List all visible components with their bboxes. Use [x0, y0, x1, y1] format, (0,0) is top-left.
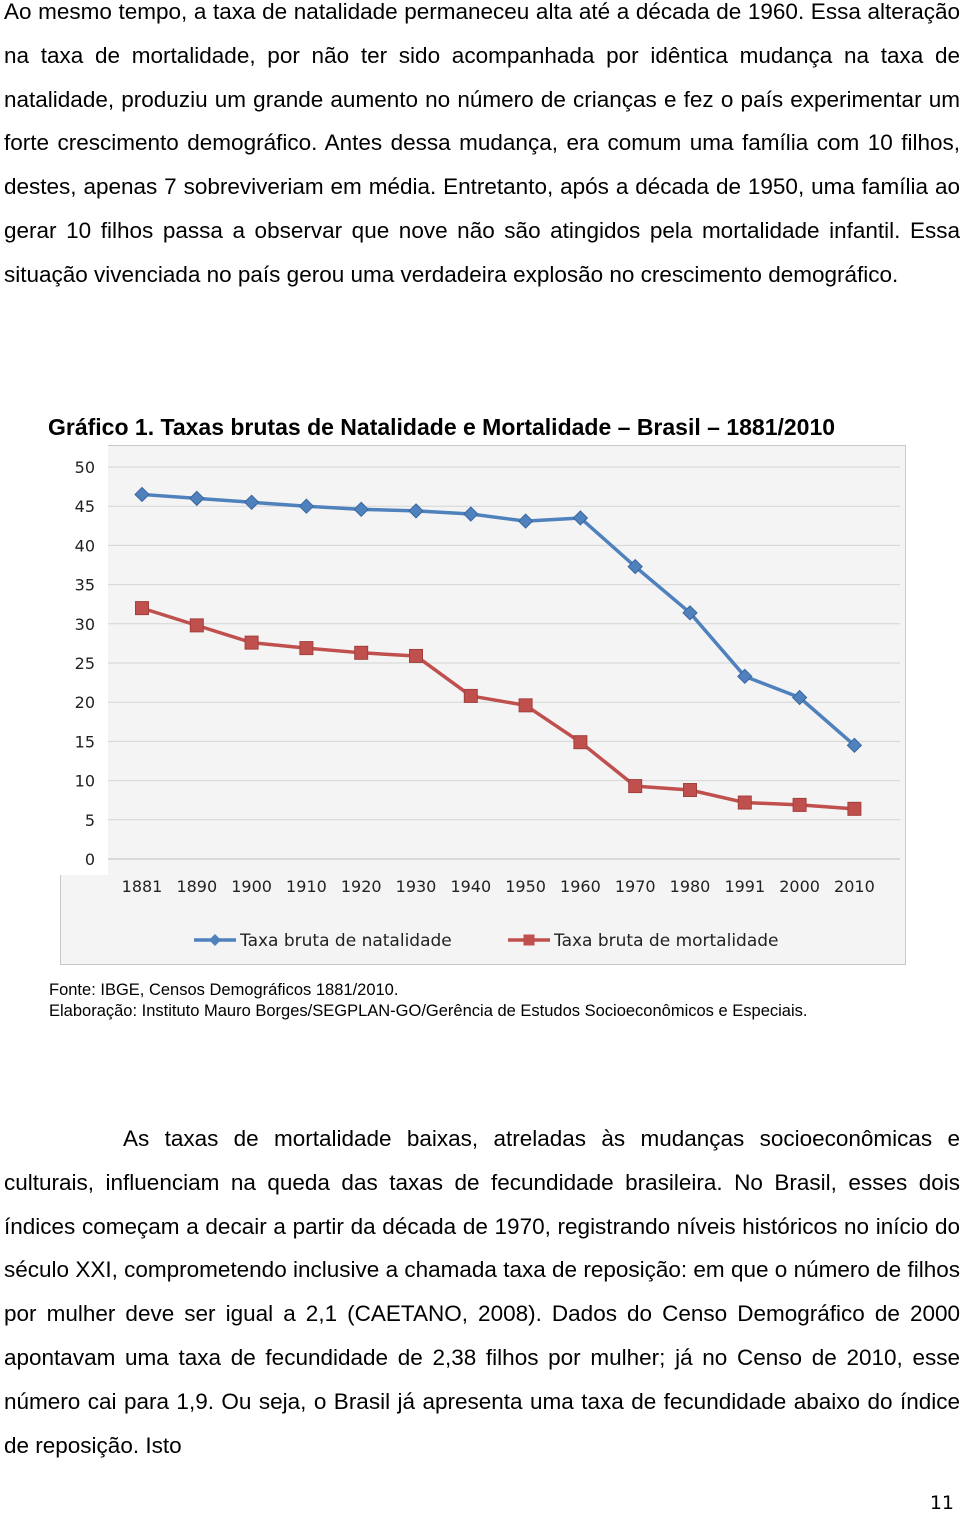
- credit-line: Elaboração: Instituto Mauro Borges/SEGPLAN-GO/Gerência de Estudos Socioeconômicos e Especiais.: [49, 1002, 808, 1020]
- y-tick-label: 5: [84, 810, 95, 830]
- x-tick-label: 1960: [560, 877, 601, 896]
- data-point-mortalidade: [793, 798, 806, 811]
- y-tick-label: 35: [74, 575, 95, 595]
- x-tick-label: 1890: [176, 877, 218, 896]
- x-tick-label: 1980: [669, 877, 711, 896]
- y-tick-label: 25: [74, 654, 95, 673]
- x-tick-label: 1910: [286, 877, 327, 896]
- x-tick-label: 1950: [505, 877, 546, 896]
- x-tick-label: 1970: [614, 877, 656, 896]
- data-point-mortalidade: [629, 780, 642, 793]
- chart-container: [60, 445, 906, 965]
- y-tick-label: 50: [74, 458, 95, 477]
- page-number: 11: [929, 1492, 954, 1514]
- y-tick-label: 30: [74, 614, 95, 634]
- data-point-mortalidade: [684, 784, 697, 797]
- data-point-mortalidade: [519, 699, 532, 712]
- x-tick-label: 1940: [450, 877, 492, 896]
- y-tick-label: 40: [74, 536, 95, 556]
- x-tick-label: 1930: [395, 877, 437, 896]
- data-point-mortalidade: [848, 802, 861, 815]
- x-tick-label: 1881: [121, 877, 163, 896]
- legend-label-2: Taxa bruta de mortalidade: [554, 931, 779, 951]
- data-point-mortalidade: [738, 796, 751, 809]
- x-tick-label: 1991: [724, 877, 766, 896]
- y-tick-label: 15: [74, 732, 95, 752]
- x-tick-label: 1900: [231, 877, 272, 896]
- figure-title: Gráfico 1. Taxas brutas de Natalidade e Mortalidade – Brasil – 1881/2010: [48, 414, 836, 440]
- paragraph-top: Ao mesmo tempo, a taxa de natalidade permaneceu alta até a década de 1960. Essa alteração na taxa de mortalidade, por não ter sido acompanhada por idêntica mudança na taxa de natalidade, produziu um grande aumento no número de crianças e fez o país experimentar um forte crescimento demográfico. Antes dessa mudança, era comum uma família com 10 filhos, destes, apenas 7 sobreviveriam em média. Entretanto, após a década de 1950, uma família ao gerar 10 filhos passa a observar que nove não são atingidos pela mortalidade infantil. Essa situação vivenciada no país gerou uma verdadeira explosão no crescimento demográfico.: [4, 0, 960, 287]
- data-point-mortalidade: [245, 636, 258, 649]
- source-line: Fonte: IBGE, Censos Demográficos 1881/2010.: [49, 981, 399, 999]
- legend-marker-square: [524, 935, 535, 946]
- data-point-mortalidade: [300, 642, 313, 655]
- legend-label-1: Taxa bruta de natalidade: [240, 931, 452, 951]
- data-point-mortalidade: [574, 736, 587, 749]
- x-tick-label: 2000: [779, 877, 820, 896]
- x-tick-label: 1920: [340, 877, 382, 896]
- y-tick-label: 10: [74, 771, 95, 791]
- paragraph-bottom: As taxas de mortalidade baixas, atreladas às mudanças socioeconômicas e culturais, influenciam na queda das taxas de fecundidade brasileira. No Brasil, esses dois índices começam a decair a partir da década de 1970, registrando níveis históricos no início do século XXI, comprometendo inclusive a chamada taxa de reposição: em que o número de filhos por mulher deve ser igual a 2,1 (CAETANO, 2008). Dados do Censo Demográfico de 2000 apontavam uma taxa de fecundidade de 2,38 filhos por mulher; já no Censo de 2010, esse número cai para 1,9. Ou seja, o Brasil já apresenta uma taxa de fecundidade abaixo do índice de reposição. Isto: [4, 1126, 960, 1458]
- data-point-mortalidade: [136, 602, 149, 615]
- data-point-mortalidade: [355, 646, 368, 659]
- x-tick-label: 2010: [834, 877, 875, 896]
- data-point-mortalidade: [190, 619, 203, 632]
- data-point-mortalidade: [464, 689, 477, 702]
- y-tick-label: 45: [74, 497, 95, 517]
- data-point-mortalidade: [410, 649, 423, 662]
- y-tick-label: 20: [74, 693, 95, 713]
- y-tick-label: 0: [84, 850, 95, 869]
- line-chart: [60, 445, 906, 965]
